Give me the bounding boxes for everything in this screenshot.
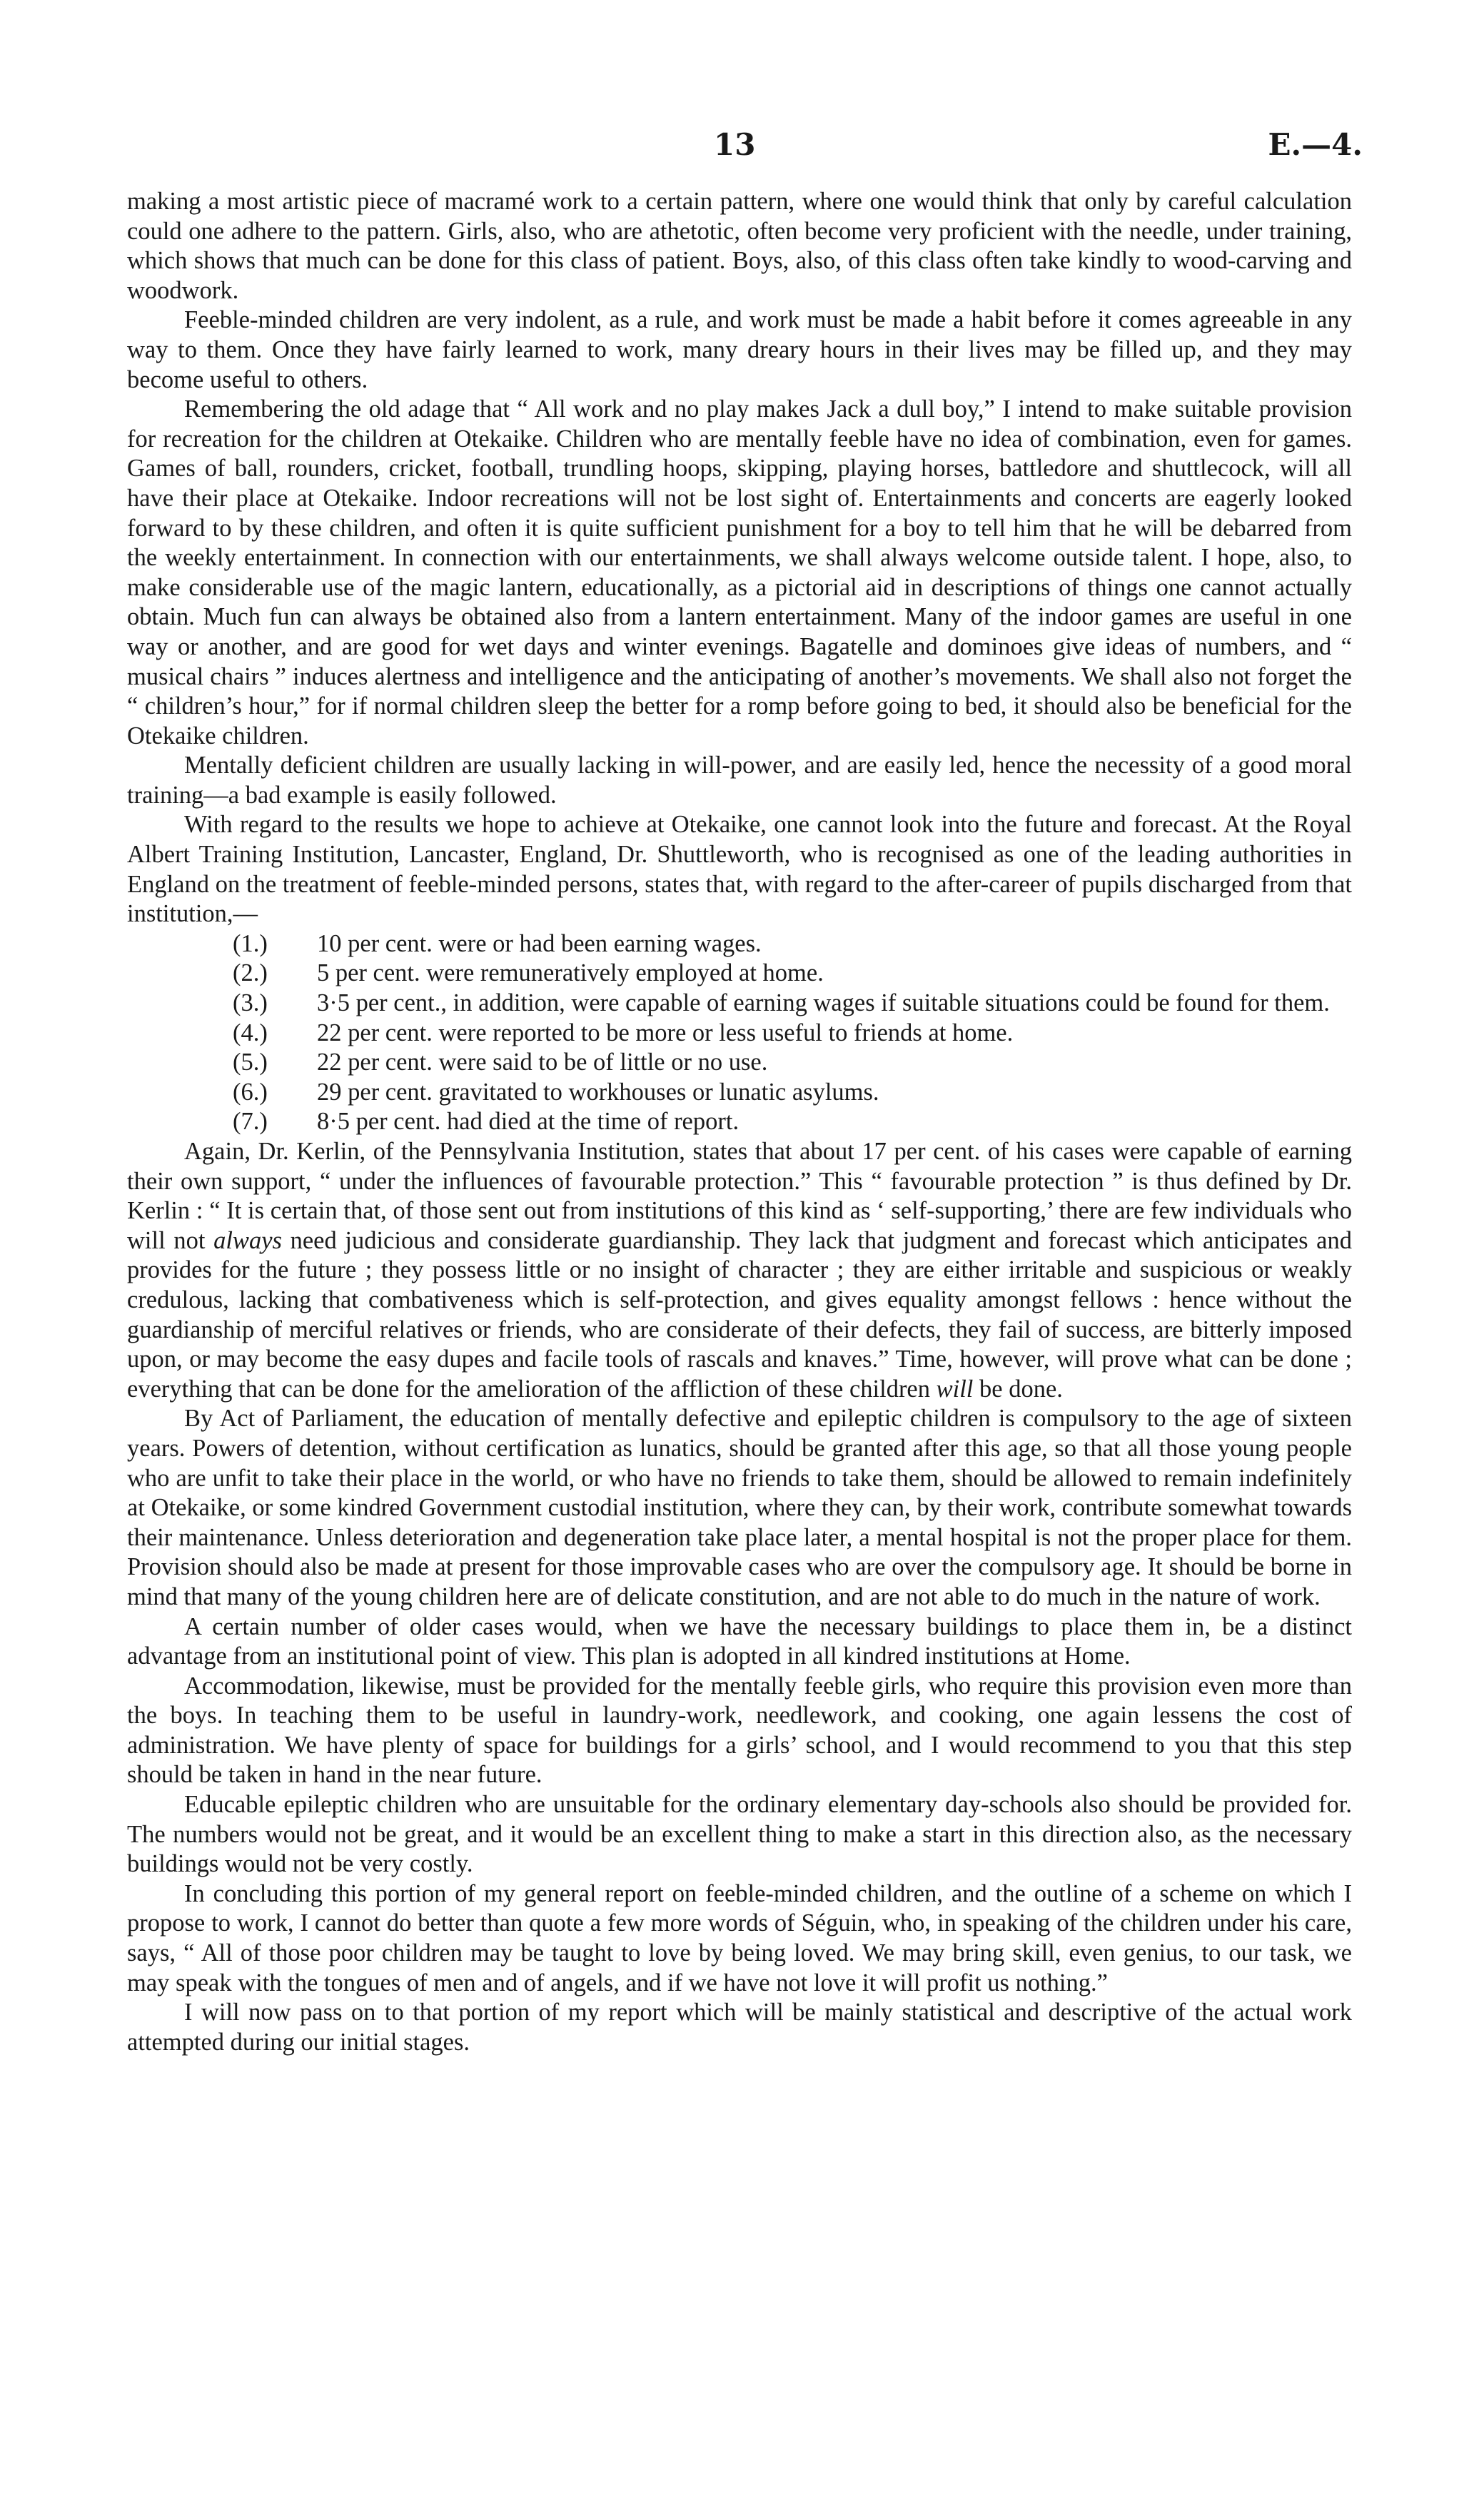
report-body [127,187,1352,2057]
list-item-text: 10 per cent. were or had been earning wages. [317,929,762,957]
list-item-text: 22 per cent. were reported to be more or less useful to friends at home. [317,1019,1014,1046]
list-item-number: (3.) [233,989,268,1017]
list-item-text: 22 per cent. were said to be of little or no use. [317,1049,768,1076]
list-item-number: (1.) [233,929,268,957]
list-item [233,1019,1352,1049]
paragraph-act-of-parliament: By Act of Parliament, the education of mentally defective and epileptic children is compulsory to the age of sixteen years. Powers of detention, without certification as lunatics, should be granted after this age, so that all those young people who are unfit to take their place in the world, or who have no friends to take them, should be allowed to remain indefinitely at Otekaike, or some kindred Government custodial institution, where they can, by their work, contribute somewhat towards their maintenance. Unless deterioration and degeneration take place later, a mental hospital is not the proper place for them. Provision should also be made at present for those improvable cases who are over the compulsory age. It should be borne in mind that many of the young children here are of delicate constitution, and are not able to do much in the nature of work. [127,1405,1352,1610]
list-item-text: 3·5 per cent., in addition, were capable of earning wages if suitable situations could be found for them. [317,989,1330,1017]
list-item-number: (5.) [233,1049,268,1076]
paragraph-older-cases: A certain number of older cases would, when we have the necessary buildings to place them in, be a distinct advantage from an institutional point of view. This plan is adopted in all kindred institutions at Home. [127,1612,1352,1670]
document-code: E.—4. [1268,127,1363,162]
paragraph-girls-accommodation: Accommodation, likewise, must be provided for the mentally feeble girls, who require this provision even more than the boys. In teaching them to be useful in laundry-work, needlework, and cooking, one again lessens the cost of administration. We have plenty of space for buildings for a girls’ school, and I would recommend to you that this step should be taken in hand in the near future. [127,1672,1352,1789]
paragraph-results: With regard to the results we hope to achieve at Otekaike, one cannot look into the future and forecast. At the Royal Albert Training Institution, Lancaster, England, Dr. Shuttleworth, who is recognised as one of the leading authorities in England on the treatment of feeble-minded persons, states that, with regard to the after-career of pupils discharged from that institution,— [127,811,1352,928]
kerlin-emphasis-always: always [213,1226,282,1254]
paragraph-kerlin [127,1137,1352,1404]
kerlin-text-3: be done. [973,1375,1063,1403]
paragraph-seguin-quote: In concluding this portion of my general report on feeble-minded children, and the outline of a scheme on which I propose to work, I cannot do better than quote a few more words of Séguin, who, in speaking of the children under his care, says, “ All of those poor children may be taught to love by being loved. We may bring skill, even genius, to our task, we may speak with the tongues of men and of angels, and if we have not love it will profit us nothing.” [127,1879,1352,1996]
kerlin-text-2: need judicious and considerate guardianship. They lack that judgment and forecast which anticipates and provides for the future ; they possess little or no insight of character ; they are either irritable and suspicious or weakly credulous, lacking that combativeness which is self-protection, and gives equality amongst fellows : hence without the guardianship of merciful relatives or friends, who are considerate of their defects, they fail of success, are bitterly imposed upon, or may become the easy dupes and facile tools of rascals and knaves.” Time, however, will prove what can be done ; everything that can be done for the amelioration of the affliction of these children [127,1226,1352,1403]
list-item-number: (2.) [233,959,268,987]
list-item [233,1107,1352,1137]
kerlin-emphasis-will: will [936,1375,974,1403]
paragraph-recreation: Remembering the old adage that “ All work and no play makes Jack a dull boy,” I intend to make suitable provision for recreation for the children at Otekaike. Children who are mentally feeble have no idea of combination, even for games. Games of ball, rounders, cricket, football, trundling hoops, skipping, playing horses, battledore and shuttlecock, will all have their place at Otekaike. Indoor recreations will not be lost sight of. Entertainments and concerts are eagerly looked forward to by these children, and often it is quite sufficient punishment for a boy to tell him that he will be debarred from the weekly entertainment. In connection with our entertainments, we shall always welcome outside talent. I hope, also, to make considerable use of the magic lantern, educationally, as a pictorial aid in descriptions of things one cannot actually obtain. Much fun can always be obtained also from a lantern entertainment. Many of the indoor games are useful in one way or another, and are good for wet days and winter evenings. Bagatelle and dominoes give ideas of numbers, and “ musical chairs ” induces alertness and intelligence and the anticipating of another’s movements. We shall also not forget the “ children’s hour,” for if normal children sleep the better for a romp before going to bed, it should also be beneficial for the Otekaike children. [127,395,1352,749]
list-item [233,959,1352,989]
list-item-text: 5 per cent. were remuneratively employed at home. [317,959,824,987]
list-item-number: (7.) [233,1108,268,1136]
page-header [0,127,1484,170]
list-item-text: 29 per cent. gravitated to workhouses or lunatic asylums. [317,1078,879,1106]
list-item [233,1048,1352,1078]
paragraph-epileptic-children: Educable epileptic children who are unsuitable for the ordinary elementary day-schools also should be provided for. The numbers would not be great, and it would be an excellent thing to make a start in this direction also, as the necessary buildings would not be very costly. [127,1791,1352,1878]
list-item [233,1078,1352,1108]
list-item-number: (4.) [233,1019,268,1046]
after-career-list [127,929,1352,1137]
paragraph-macrame: making a most artistic piece of macramé work to a certain pattern, where one would think that only by careful calculation could one adhere to the pattern. Girls, also, who are athetotic, often become very proficient with the needle, under training, which shows that much can be done for this class of patient. Boys, also, of this class often take kindly to wood-carving and woodwork. [127,188,1352,304]
page-number: 13 [714,127,756,162]
list-item [233,989,1352,1019]
kerlin-text-1: Again, Dr. Kerlin, of the Pennsylvania Institution, states that about 17 per cent. of his cases were capable of earning their own support, “ under the influences of favourable protection.” This “ favourable protection ” is thus defined by Dr. Kerlin : “ It is certain that, of those sent out from institutions of this kind as ‘ self-supporting,’ there are few individuals who will not [127,1138,1352,1254]
paragraph-work-habit: Feeble-minded children are very indolent, as a rule, and work must be made a habit before it comes agreeable in any way to them. Once they have fairly learned to work, many dreary hours in their lives may be filled up, and they may become useful to others. [127,306,1352,393]
list-item [233,929,1352,959]
paragraph-conclusion: I will now pass on to that portion of my report which will be mainly statistical and descriptive of the actual work attempted during our initial stages. [127,1999,1352,2056]
paragraph-moral-training: Mentally deficient children are usually lacking in will-power, and are easily led, hence the necessity of a good moral training—a bad example is easily followed. [127,752,1352,809]
list-item-text: 8·5 per cent. had died at the time of report. [317,1108,740,1136]
list-item-number: (6.) [233,1078,268,1106]
